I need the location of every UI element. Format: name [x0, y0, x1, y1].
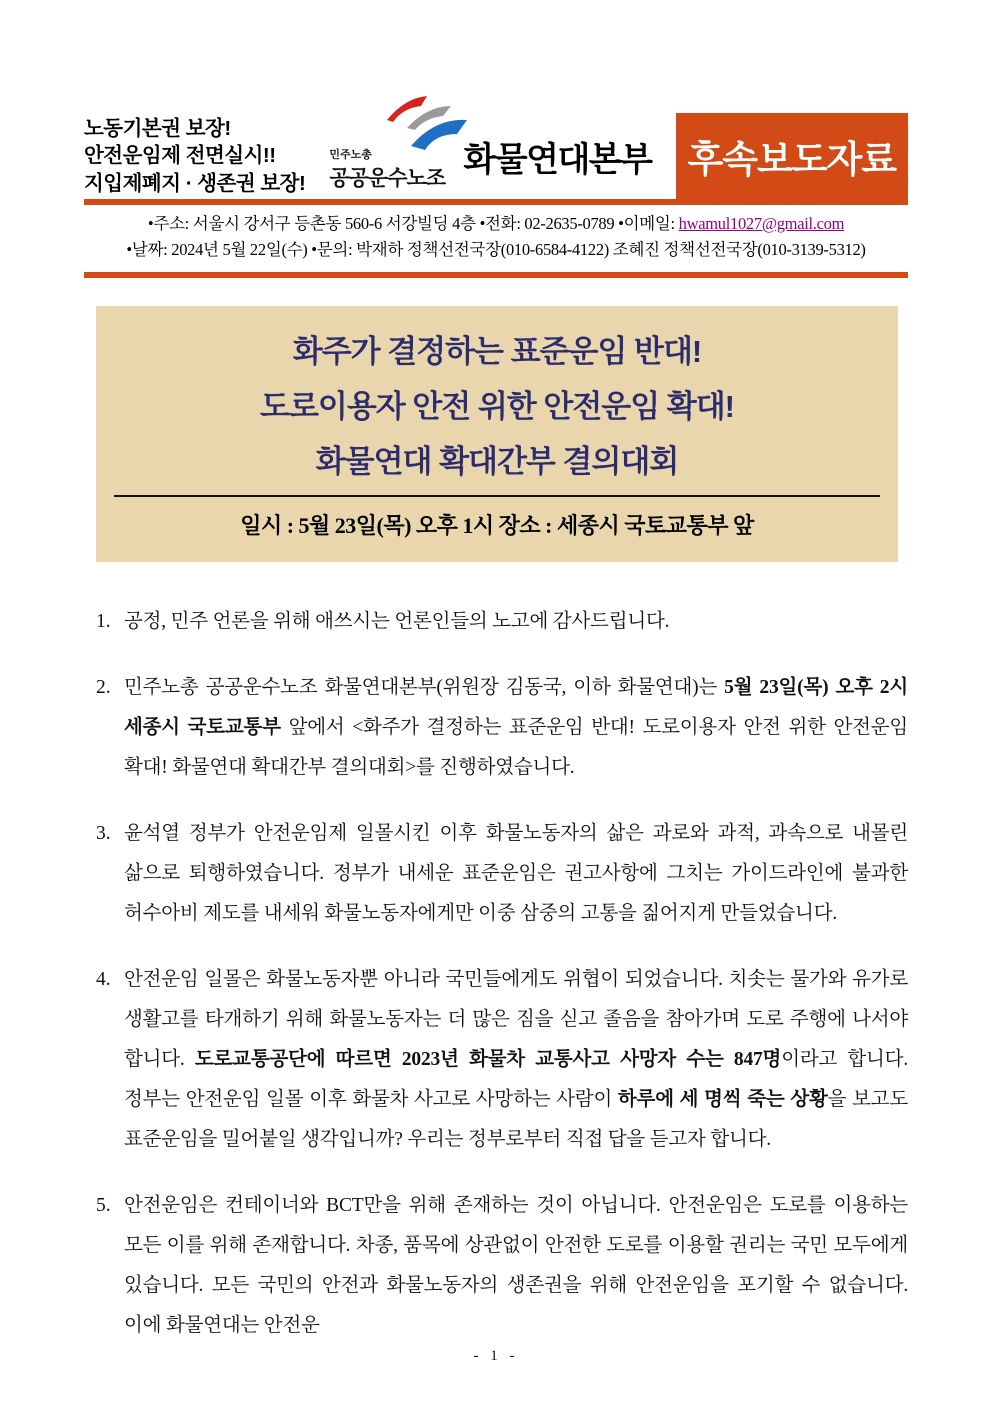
paragraph-number: 2.: [96, 677, 111, 698]
headline-line-2: 도로이용자 안전 위한 안전운임 확대!: [260, 389, 734, 424]
slogan-line-2: 안전운임제 전면실시!!: [84, 144, 276, 168]
paragraph-number: 5.: [96, 1195, 111, 1216]
paragraph-1: [96, 602, 908, 642]
paragraph-3: [96, 814, 908, 934]
paragraph-number: 1.: [96, 611, 111, 632]
event-schedule: 일시 : 5월 23일(목) 오후 1시 장소 : 세종시 국토교통부 앞: [240, 513, 754, 538]
paragraph-text: 윤석열 정부가 안전운임제 일몰시킨 이후 화물노동자의 삶은 과로와 과적, 과속으로 내몰린 삶으로 퇴행하였습니다. 정부가 내세운 표준운임은 권고사항에 그치는 가이드라인에 불과한 허수아비 제도를 내세워 화물노동자에게만 이중 삼중의 고통을 짊어지게 만들었습니다.: [124, 823, 908, 924]
masthead: [84, 115, 908, 197]
page-footer: [0, 1348, 992, 1365]
bottom-divider: [84, 272, 908, 278]
contact-line-2: •날짜: 2024년 5월 22일(수) •문의: 박재하 정책선전국장(010-6584-4122) 조혜진 정책선전국장(010-3139-5312): [126, 240, 866, 259]
paragraph-text: 안전운임 일몰은 화물노동자뿐 아니라 국민들에게도 위협이 되었습니다. 치솟는 물가와 유가로 생활고를 타개하기 위해 화물노동자는 더 많은 짐을 싣고 졸음을 참아가며 도로 주행에 나서야 합니다. 도로교통공단에 따르면 2023년 화물차 교통사고 사망자 수는 847명이라고 합니다. 정부는 안전운임 일몰 이후 화물차 사고로 사망하는 사람이 하루에 세 명씩 죽는 상황을 보고도 표준운임을 밀어붙일 생각입니까? 우리는 정부로부터 직접 답을 듣고자 합니다.: [124, 969, 908, 1150]
paragraph-2: [96, 668, 908, 788]
slogan-line-3: 지입제폐지 · 생존권 보장!: [84, 171, 306, 195]
paragraph-number: 3.: [96, 823, 111, 844]
page-number: - 1 -: [473, 1348, 519, 1364]
union-logo-label: 공공운수노조: [329, 167, 446, 190]
headline-line-3: 화물연대 확대간부 결의대회: [315, 444, 679, 479]
slogan-line-1: 노동기본권 보장!: [84, 117, 231, 141]
paragraph-list: [84, 602, 908, 1346]
slogan-block: [84, 115, 305, 197]
press-release-badge: 후속보도자료: [676, 113, 908, 200]
paragraph-text: 민주노총 공공운수노조 화물연대본부(위원장 김동국, 이하 화물연대)는 5월 23일(목) 오후 2시 세종시 국토교통부 앞에서 <화주가 결정하는 표준운임 반대! 도로이용자 안전 위한 안전운임 확대! 화물연대 확대간부 결의대회>를 진행하였습니다.: [124, 677, 909, 778]
union-swoosh-icon: [365, 94, 469, 152]
headline-line-1: 화주가 결정하는 표준운임 반대!: [292, 334, 702, 369]
email-link[interactable]: hwamul1027@gmail.com: [678, 214, 845, 233]
paragraph-number: 4.: [96, 969, 111, 990]
contact-block: [84, 205, 908, 270]
contact-line-1-text: •주소: 서울시 강서구 등촌동 560-6 서강빌딩 4층 •전화: 02-2635-0789 •이메일:: [147, 214, 679, 233]
headline-underline: [114, 495, 880, 497]
press-release-body: [84, 602, 908, 1346]
paragraph-text: 공정, 민주 언론을 위해 애쓰시는 언론인들의 노고에 감사드립니다.: [124, 611, 670, 632]
paragraph-5: [96, 1186, 908, 1346]
headline-box: [96, 306, 898, 562]
paragraph-text: 안전운임은 컨테이너와 BCT만을 위해 존재하는 것이 아닙니다. 안전운임은 도로를 이용하는 모든 이를 위해 존재합니다. 차종, 품목에 상관없이 안전한 도로를 이용할 권리는 국민 모두에게 있습니다. 모든 국민의 안전과 화물노동자의 생존권을 위해 안전운임을 포기할 수 없습니다. 이에 화물연대는 안전운: [124, 1195, 908, 1336]
contact-line-1: [86, 211, 906, 237]
paragraph-4: [96, 960, 908, 1160]
org-name: 화물연대본부: [463, 140, 652, 179]
union-logo: [329, 120, 457, 192]
union-logo-small-label: 민주노총: [329, 149, 372, 161]
